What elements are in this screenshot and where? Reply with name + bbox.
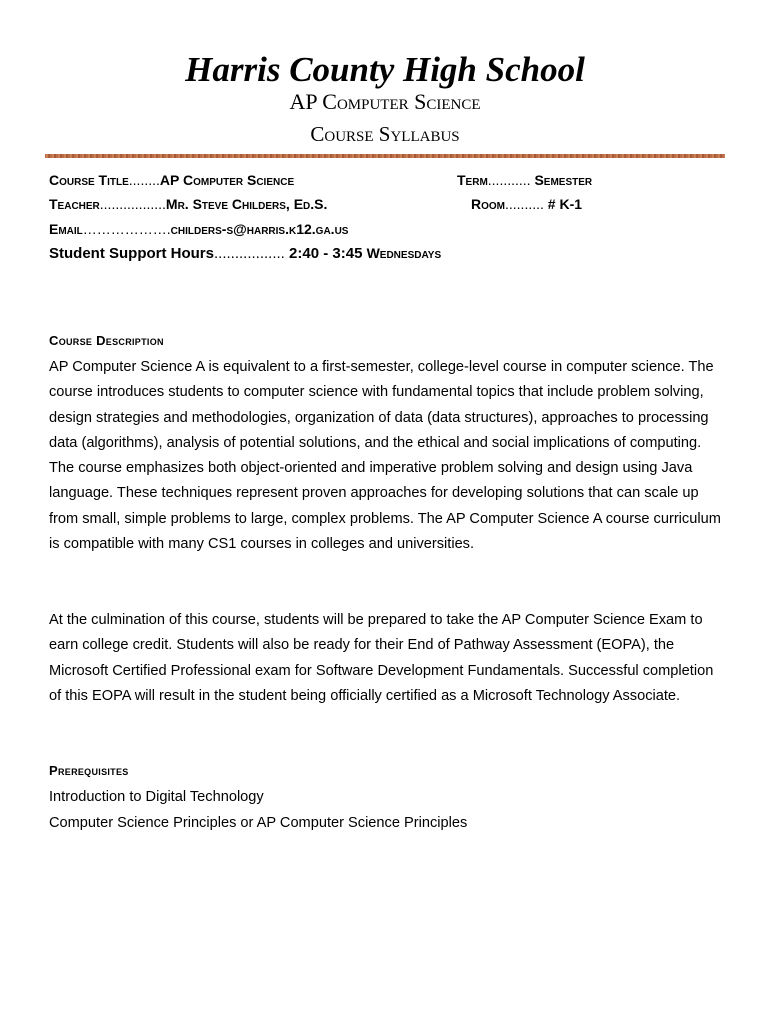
course-title-label: Course Title — [49, 172, 129, 188]
prerequisites-heading: Prerequisites — [49, 763, 129, 778]
term-leader: ........... — [487, 172, 531, 188]
room-leader: .......... — [505, 196, 544, 212]
term-line — [457, 171, 592, 189]
course-description-heading: Course Description — [49, 333, 164, 348]
term-value: Semester — [534, 172, 593, 188]
school-name: Harris County High School — [185, 50, 585, 89]
room-label: Room — [471, 196, 505, 212]
teacher-leader: ................. — [99, 196, 166, 212]
course-description-paragraph-2: At the culmination of this course, students will be prepared to take the AP Computer Science Exam to earn college credit. Students will also be ready for their End of Pathway Assessment (EOPA), the Microsoft Certified Professional exam for Software Development Fundamentals. Successful completion of this EOPA will result in the student being officially certified as a Microsoft Technology Associate. — [49, 612, 714, 704]
support-hours-leader: ................. — [214, 245, 285, 262]
teacher-value: Mr. Steve Childers, Ed.S. — [165, 196, 328, 212]
teacher-label: Teacher — [49, 196, 100, 212]
email-line — [49, 220, 348, 238]
room-value: # K-1 — [547, 196, 583, 212]
teacher-line — [49, 195, 327, 213]
term-label: Term — [457, 172, 488, 188]
course-title-line — [49, 171, 294, 189]
course-title-leader: ........ — [128, 172, 160, 188]
email-label: Email — [49, 221, 83, 237]
support-hours-line — [49, 244, 441, 263]
room-line — [471, 195, 582, 213]
prerequisite-item: Introduction to Digital Technology — [49, 789, 264, 805]
email-value: childers-s@harris.k12.ga.us — [170, 221, 349, 237]
course-description-paragraph-1: AP Computer Science A is equivalent to a first-semester, college-level course in computer science. The course introduces students to computer science with fundamental topics that include problem solving, design strategies and methodologies, organization of data (data structures), approaches to processing data (algorithms), analysis of potential solutions, and the ethical and social implications of computing. The course emphasizes both object-oriented and imperative problem solving and design using Java language. These techniques represent proven approaches for developing solutions that can scale up from small, simple problems to large, complex problems. The AP Computer Science A course curriculum is compatible with many CS1 courses in colleges and universities. — [49, 359, 721, 553]
header-divider — [45, 154, 725, 158]
course-heading: AP Computer Science — [289, 89, 481, 114]
support-hours-time: 2:40 - 3:45 — [289, 245, 363, 262]
course-title-value: AP Computer Science — [159, 172, 295, 188]
prerequisite-item: Computer Science Principles or AP Computer Science Principles — [49, 815, 468, 831]
support-hours-day: Wednesdays — [366, 245, 442, 261]
support-hours-label: Student Support Hours — [49, 245, 214, 262]
email-leader: ………………. — [82, 221, 171, 237]
document-type: Course Syllabus — [310, 122, 460, 146]
